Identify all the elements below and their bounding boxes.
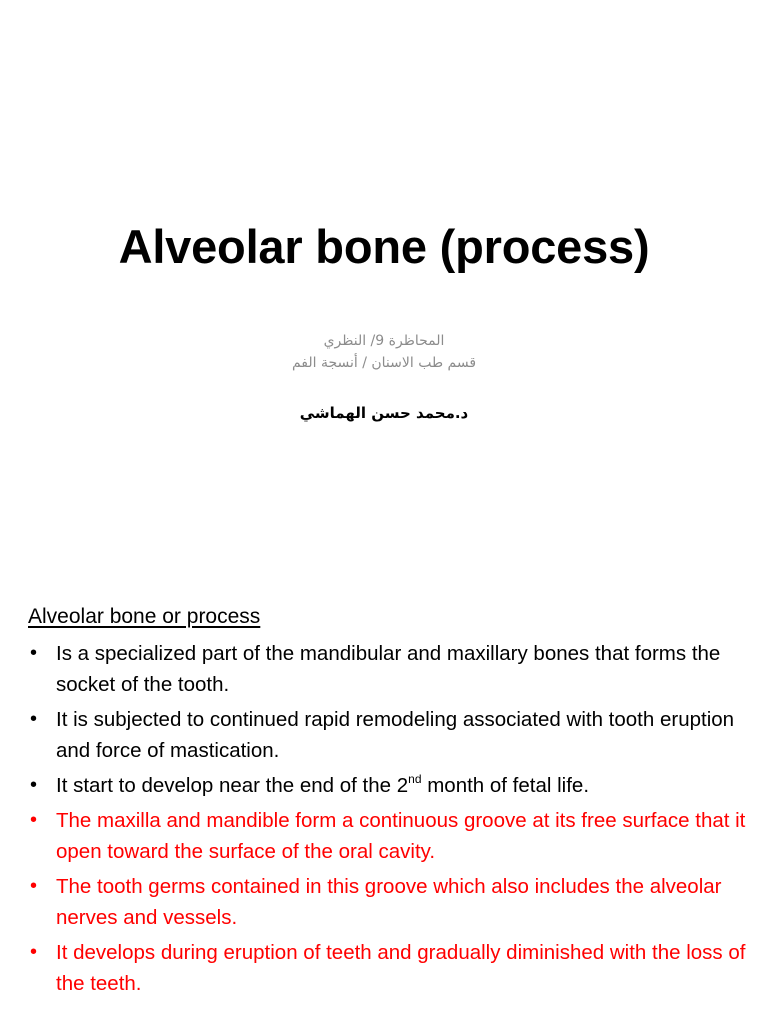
bullet-icon: • (30, 809, 38, 831)
bullet-icon: • (30, 875, 38, 897)
author-name: د.محمد حسن الهماشي (299, 404, 469, 422)
bullet-icon: • (30, 941, 38, 963)
bullet-icon: • (30, 708, 38, 730)
bullet-icon: • (30, 774, 38, 796)
lecture-subtitle (0, 330, 768, 374)
bullet-text-part: month of fetal life. (421, 774, 590, 797)
bullet-item (28, 937, 758, 999)
bullet-text: The maxilla and mandible form a continuous groove at its free surface that it open toward the surface of the oral cavity. (56, 809, 746, 863)
section-heading: Alveolar bone or process (28, 605, 261, 628)
bullet-item (28, 770, 758, 801)
bullet-item (28, 805, 758, 867)
content-slide (0, 576, 768, 1024)
department-name: قسم طب الاسنان / أنسجة الفم (291, 355, 477, 371)
lecture-number: المحاظرة 9/ النظري (323, 333, 445, 349)
bullet-text: It develops during eruption of teeth and gradually diminished with the loss of the teeth. (56, 941, 746, 995)
bullet-item (28, 638, 758, 700)
bullet-list (28, 638, 758, 1003)
bullet-item (28, 871, 758, 933)
bullet-text: It is subjected to continued rapid remodeling associated with tooth eruption and force of mastication. (56, 708, 735, 762)
ordinal-suffix: nd (408, 772, 422, 786)
bullet-text: Is a specialized part of the mandibular and maxillary bones that forms the socket of the tooth. (56, 642, 721, 696)
bullet-text: The tooth germs contained in this groove which also includes the alveolar nerves and vessels. (56, 875, 722, 929)
bullet-icon: • (30, 642, 38, 664)
slide-title: Alveolar bone (process) (118, 220, 650, 273)
bullet-item (28, 704, 758, 766)
bullet-text-part: It start to develop near the end of the 2 (56, 774, 409, 797)
